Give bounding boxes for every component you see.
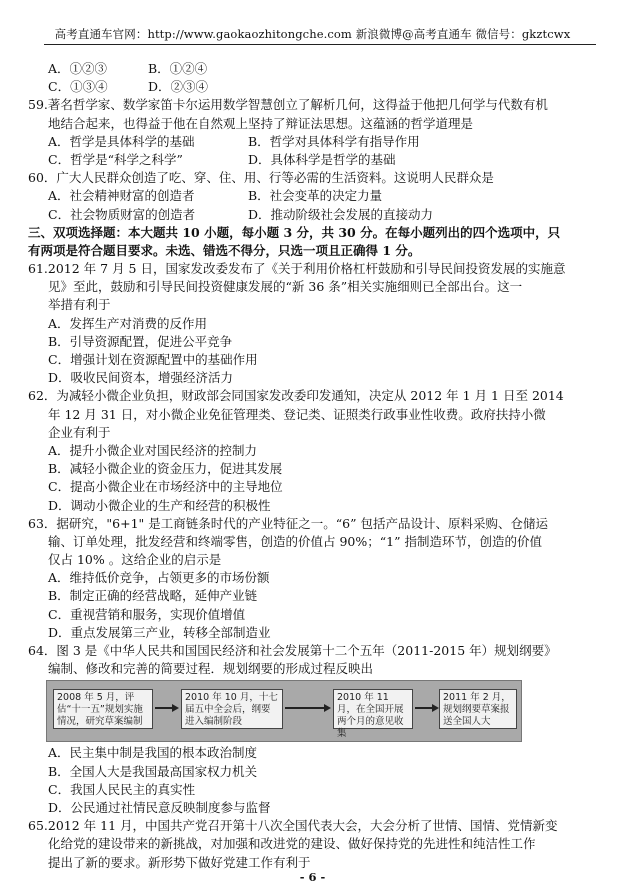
q58-option-c: C．①③④ <box>48 79 108 95</box>
q63-option-d: D．重点发展第三产业，转移全部制造业 <box>48 624 271 640</box>
q62-option-b: B．减轻小微企业的资金压力，促进其发展 <box>48 461 283 477</box>
q58-option-a: A．①②③ <box>48 61 108 76</box>
section-heading: 有两项是符合题目要求。未选、错选不得分，只选一项且正确得 1 分。 <box>28 242 421 258</box>
q61-stem-line: 见》至此，鼓励和引导民间投资健康发展的“新 36 条”相关实施细则已全部出台。这一 <box>48 279 523 295</box>
q63-option-a: A．维持低价竞争，占领更多的市场份额 <box>48 570 270 586</box>
q60-option-b: B．社会变革的决定力量 <box>248 188 383 204</box>
q64-stem-line: 编制、修改和完善的简要过程．规划纲要的形成过程反映出 <box>48 661 374 677</box>
q58-option-b: B．①②④ <box>148 61 208 76</box>
q58-options-2 <box>28 78 600 96</box>
q63-stem-line: 仅占 10% 。这给企业的启示是 <box>48 552 222 568</box>
q60-stem-line: 60．广大人民群众创造了吃、穿、住、用、行等必需的生活资料。这说明人民群众是 <box>28 170 494 186</box>
q60-options-1 <box>28 187 600 205</box>
section-heading: 三、双项选择题：本大题共 10 小题，每小题 3 分，共 30 分。在每小题列出的四个选项中，只 <box>28 224 561 240</box>
flow-arrow-icon <box>155 707 177 709</box>
q65-stem-line: 化给党的建设带来的新挑战，对加强和改进党的建设、做好保持党的先进性和纯洁性工作 <box>48 836 536 852</box>
page-number: - 6 - <box>299 870 326 884</box>
q58-options <box>28 60 600 78</box>
q58-option-d: D．②③④ <box>148 79 209 95</box>
q62-stem-line: 62．为减轻小微企业负担，财政部会同国家发改委印发通知，决定从 2012 年 1 月 1 日至 2014 <box>28 388 564 404</box>
q61-option-d: D．吸收民间资本，增强经济活力 <box>48 370 234 386</box>
q61-option-c: C．增强计划在资源配置中的基础作用 <box>48 352 258 367</box>
q64-option-b: B．全国人大是我国最高国家权力机关 <box>48 763 258 779</box>
q65-stem-line: 65.2012 年 11 月，中国共产党召开第十八次全国代表大会，大会分析了世情、国情、党情新变 <box>28 818 558 834</box>
flow-arrow-icon <box>285 707 329 709</box>
q62-option-d: D．调动小微企业的生产和经营的积极性 <box>48 497 271 513</box>
q62-stem-line: 企业有利于 <box>48 424 111 440</box>
q59-stem-line: 地结合起来，也得益于他在自然观上坚持了辩证法思想。这蕴涵的哲学道理是 <box>48 115 474 131</box>
q65-stem-line: 提出了新的要求。新形势下做好党建工作有利于 <box>48 854 311 870</box>
q64-option-d: D．公民通过社情民意反映制度参与监督 <box>48 799 271 815</box>
q61-option-a: A．发挥生产对消费的反作用 <box>48 315 208 331</box>
flow-step-4: 2011 年 2 月，规划纲要草案报送全国人大 <box>439 689 517 729</box>
q59-option-c: C．哲学是“科学之科学” <box>48 151 183 167</box>
q63-stem-line: 63．据研究，"6+1" 是工商链条时代的产业特征之一。“6” 包括产品设计、原料采购、仓储运 <box>28 515 548 531</box>
q59-stem-line: 59.著名哲学家、数学家笛卡尔运用数学智慧创立了解析几何，这得益于他把几何学与代数有机 <box>28 97 548 113</box>
flow-step-1: 2008 年 5 月，评估“十一五”规划实施情况，研究草案编制 <box>53 689 153 729</box>
q63-stem-line: 输、订单处理，批发经营和终端零售，创造的价值占 90%；“1” 指制造环节，创造的价值 <box>48 533 542 549</box>
exam-content <box>28 58 600 872</box>
q63-option-c: C．重视营销和服务，实现价值增值 <box>48 606 246 622</box>
q64-stem-line: 64．图 3 是《中华人民共和国国民经济和社会发展第十二个五年（2011-2015 年）规划纲要》 <box>28 643 557 658</box>
q61-option-b: B．引导资源配置，促进公平竞争 <box>48 333 233 349</box>
q61-stem-line: 61.2012 年 7 月 5 日，国家发改委发布了《关于利用价格杠杆鼓励和引导民间投资发展的实施意 <box>28 261 566 277</box>
q63-option-b: B．制定正确的经营战略，延伸产业链 <box>48 588 258 604</box>
q60-option-a: A．社会精神财富的创造者 <box>48 188 195 204</box>
flow-step-3: 2010 年 11 月，在全国开展两个月的意见收集 <box>333 689 413 729</box>
q59-options-1 <box>28 133 600 151</box>
q62-stem-line: 年 12 月 31 日，对小微企业免征管理类、登记类、证照类行政事业性收费。政府扶持小微 <box>48 406 546 422</box>
q64-option-a: A．民主集中制是我国的根本政治制度 <box>48 745 258 761</box>
q62-option-c: C．提高小微企业在市场经济中的主导地位 <box>48 479 283 495</box>
q59-options-2 <box>28 151 600 169</box>
q62-option-a: A．提升小微企业对国民经济的控制力 <box>48 442 258 458</box>
q60-option-d: D．推动阶级社会发展的直接动力 <box>248 206 434 222</box>
q60-option-c: C．社会物质财富的创造者 <box>48 206 196 222</box>
header-divider <box>44 44 596 45</box>
q59-option-a: A．哲学是具体科学的基础 <box>48 133 195 149</box>
flow-arrow-icon <box>415 707 437 709</box>
q61-stem-line: 举措有利于 <box>48 297 111 313</box>
figure-3-flowchart <box>46 680 522 742</box>
page-header: 高考直通车官网：http://www.gaokaozhitongche.com 新浪微博@高考直通车 微信号：gkztcwx <box>54 27 571 41</box>
q60-options-2 <box>28 206 600 224</box>
q59-option-d: D．具体科学是哲学的基础 <box>248 151 396 167</box>
q64-option-c: C．我国人民民主的真实性 <box>48 781 196 797</box>
flow-step-2: 2010 年 10 月，十七届五中全会后，纲要进入编制阶段 <box>181 689 283 729</box>
q59-option-b: B．哲学对具体科学有指导作用 <box>248 133 420 149</box>
